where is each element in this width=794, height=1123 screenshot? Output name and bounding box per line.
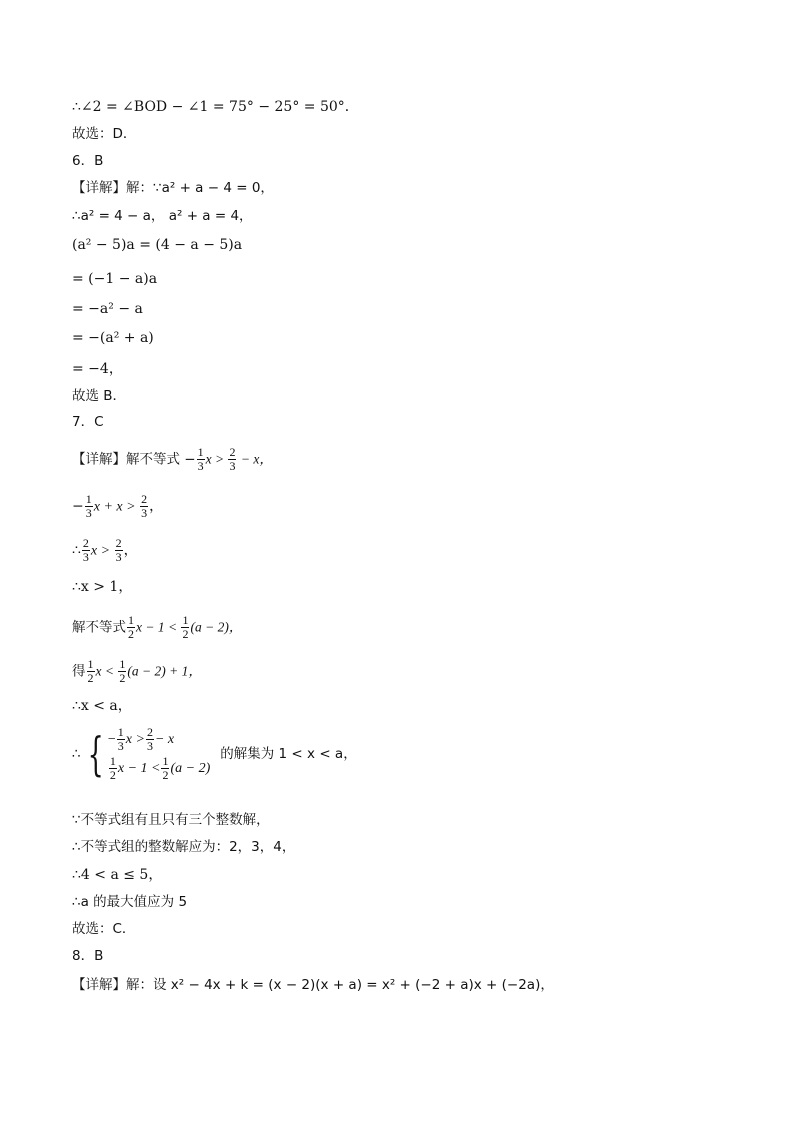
fraction bbox=[146, 726, 154, 753]
brace: { bbox=[87, 727, 104, 781]
fraction bbox=[82, 537, 90, 564]
denominator: 2 bbox=[162, 768, 169, 782]
denominator: 2 bbox=[128, 627, 134, 641]
text-line: ∴a² = 4 − a， a² + a = 4， bbox=[72, 208, 253, 224]
text-line: = −(a² + a) bbox=[72, 330, 154, 346]
denominator: 3 bbox=[117, 739, 124, 753]
text-fragment: 得 bbox=[72, 663, 86, 680]
text-line bbox=[72, 446, 273, 473]
denominator: 3 bbox=[141, 506, 148, 520]
fraction bbox=[118, 658, 126, 685]
numerator: 2 bbox=[146, 725, 153, 739]
text-line bbox=[72, 614, 242, 641]
question-number: 6．B bbox=[72, 153, 104, 169]
text-fragment: x > bbox=[205, 451, 228, 467]
numerator: 1 bbox=[87, 657, 94, 671]
inequality-system bbox=[81, 726, 211, 782]
fraction bbox=[117, 726, 125, 753]
text-line: 故选：C． bbox=[72, 921, 136, 937]
fraction bbox=[115, 537, 123, 564]
text-fragment: (a − 2) bbox=[170, 760, 211, 776]
numerator: 2 bbox=[229, 445, 236, 459]
question-number: 8．B bbox=[72, 948, 104, 964]
numerator: 1 bbox=[182, 613, 189, 627]
inequality-system-line bbox=[72, 726, 357, 782]
numerator: 1 bbox=[119, 657, 126, 671]
text-line: = (−1 − a)a bbox=[72, 271, 158, 287]
system-row bbox=[108, 755, 210, 782]
question-number: 7．C bbox=[72, 414, 104, 430]
text-line bbox=[72, 537, 138, 564]
text-line: 【详解】解：∵a² + a − 4 = 0， bbox=[72, 180, 274, 196]
numerator: 1 bbox=[85, 492, 92, 506]
text-line bbox=[72, 658, 202, 685]
system-row bbox=[108, 726, 210, 753]
denominator: 3 bbox=[229, 459, 236, 473]
numerator: 1 bbox=[117, 725, 124, 739]
fraction bbox=[161, 755, 169, 782]
text-fragment: x > bbox=[90, 543, 114, 559]
text-line: 故选 B． bbox=[72, 388, 127, 404]
denominator: 2 bbox=[182, 627, 189, 641]
denominator: 2 bbox=[109, 768, 116, 782]
fraction bbox=[228, 446, 236, 473]
text-fragment: − bbox=[72, 498, 84, 515]
numerator: 2 bbox=[82, 536, 89, 550]
text-line: ∴a 的最大值应为 5 bbox=[72, 894, 188, 910]
fraction bbox=[181, 614, 189, 641]
fraction bbox=[85, 493, 93, 520]
text-fragment: ， bbox=[149, 498, 164, 515]
text-line: (a² − 5)a = (4 − a − 5)a bbox=[72, 237, 243, 253]
denominator: 3 bbox=[85, 506, 92, 520]
text-fragment: (a − 2)， bbox=[190, 619, 243, 635]
text-line: ∴∠2 = ∠BOD − ∠1 = 75° − 25° = 50°． bbox=[72, 99, 359, 115]
text-line: ∴x > 1， bbox=[72, 579, 133, 595]
text-fragment: 解不等式 bbox=[72, 619, 126, 636]
text-line: ∴x < a， bbox=[72, 698, 132, 714]
denominator: 3 bbox=[146, 739, 153, 753]
numerator: 1 bbox=[128, 613, 134, 627]
denominator: 3 bbox=[115, 550, 122, 564]
text-line: 【详解】解：设 x² − 4x + k = (x − 2)(x + a) = x² + (−2 + a)x + (−2a)， bbox=[72, 977, 554, 993]
text-fragment: x < bbox=[95, 663, 118, 679]
text-fragment: x > bbox=[125, 731, 145, 747]
text-fragment: − x bbox=[154, 731, 175, 747]
text-line: = −4， bbox=[72, 361, 123, 377]
numerator: 2 bbox=[141, 492, 148, 506]
fraction bbox=[140, 493, 148, 520]
text-fragment: x − 1 < bbox=[136, 619, 181, 635]
text-fragment: − x， bbox=[237, 451, 273, 467]
text-fragment: − bbox=[107, 731, 116, 747]
text-fragment: ∴ bbox=[72, 542, 81, 559]
fraction bbox=[127, 614, 135, 641]
fraction bbox=[197, 446, 205, 473]
text-fragment: 【详解】解不等式 − bbox=[72, 451, 196, 468]
text-fragment: ， bbox=[123, 542, 138, 559]
fraction bbox=[87, 658, 95, 685]
text-line: = −a² − a bbox=[72, 301, 143, 317]
text-line: ∵不等式组有且只有三个整数解， bbox=[72, 812, 270, 828]
text-fragment: x − 1 < bbox=[117, 760, 161, 776]
denominator: 2 bbox=[87, 671, 94, 685]
text-fragment: (a − 2) + 1， bbox=[127, 663, 202, 679]
denominator: 2 bbox=[119, 671, 126, 685]
numerator: 2 bbox=[115, 536, 122, 550]
text-line: ∴4 < a ≤ 5， bbox=[72, 867, 163, 883]
denominator: 3 bbox=[197, 459, 204, 473]
fraction bbox=[109, 755, 117, 782]
therefore-symbol: ∴ bbox=[72, 746, 81, 762]
numerator: 1 bbox=[109, 754, 116, 768]
text-line bbox=[72, 493, 163, 520]
text-line: 故选：D． bbox=[72, 126, 137, 142]
text-fragment: x + x > bbox=[93, 499, 140, 515]
numerator: 1 bbox=[197, 445, 204, 459]
text-fragment: 的解集为 1 < x < a， bbox=[220, 746, 357, 762]
text-line: ∴不等式组的整数解应为：2，3，4， bbox=[72, 839, 296, 855]
numerator: 1 bbox=[162, 754, 169, 768]
denominator: 3 bbox=[82, 550, 89, 564]
